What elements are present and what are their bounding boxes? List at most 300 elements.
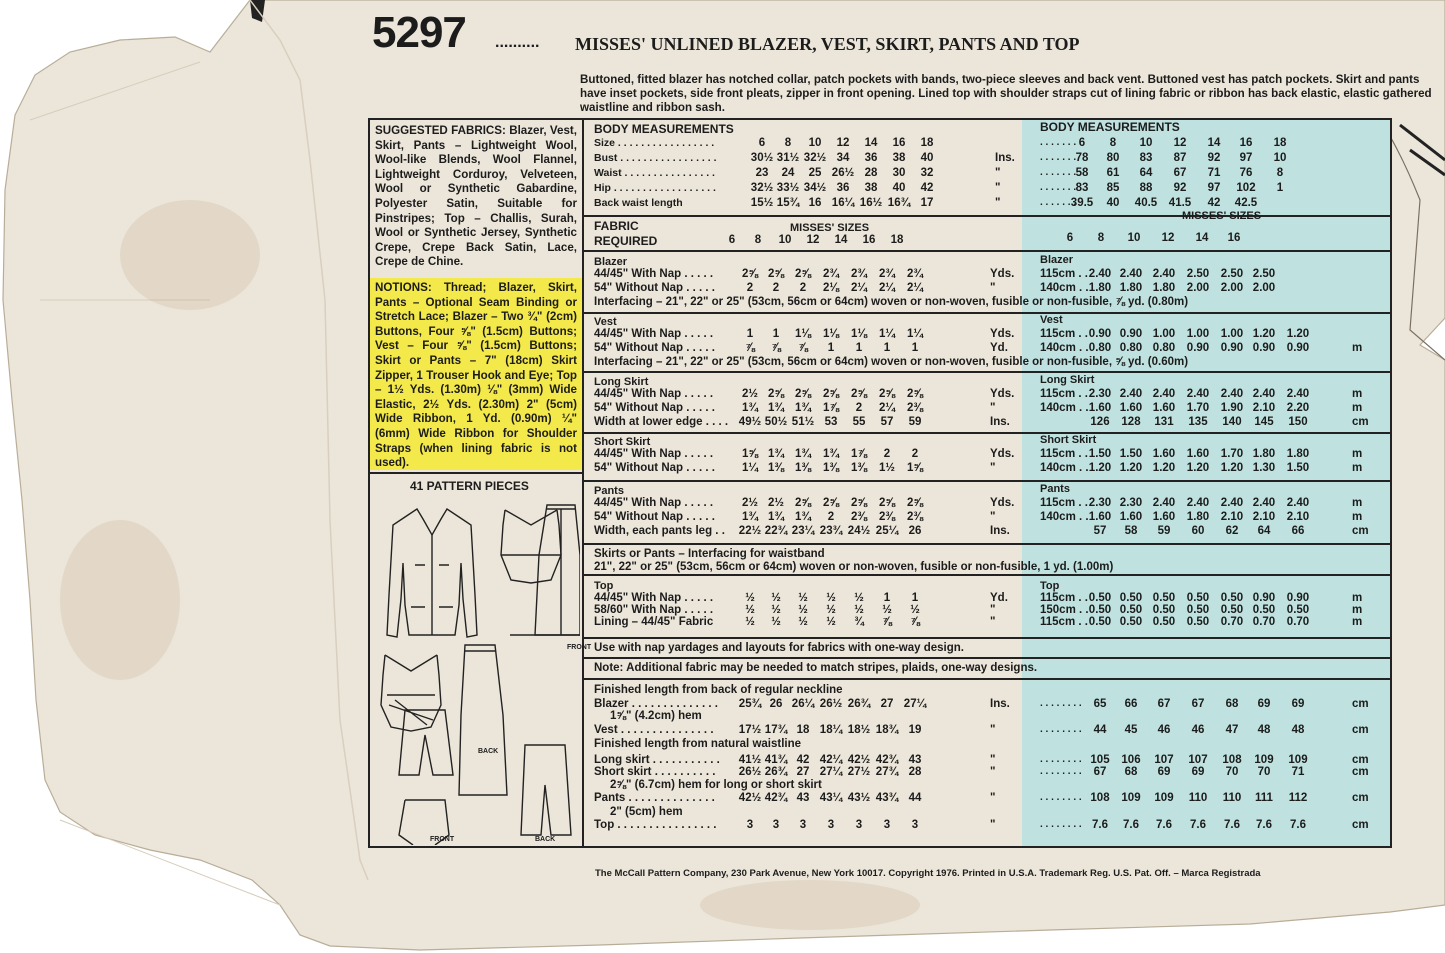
- finished-length-value: 42¾: [875, 754, 899, 766]
- metric-fabric-value: 0.70: [1286, 616, 1310, 628]
- metric-fabric-value: 0.50: [1088, 616, 1112, 628]
- fabric-value: 2½: [742, 388, 758, 400]
- section-name: Pants: [594, 485, 624, 497]
- fabric-value: 2⅝: [795, 388, 811, 400]
- fabric-value: ½: [826, 592, 836, 604]
- metric-fabric-value: 62: [1225, 525, 1239, 537]
- fabric-value: 1¾: [768, 511, 784, 523]
- sketch-label-front: FRONT: [430, 836, 455, 843]
- metric-fabric-value: 2.30: [1088, 497, 1112, 509]
- fabric-value: ½: [798, 616, 808, 628]
- fabric-value: 23¼: [791, 525, 815, 537]
- metric-row-label: 140cm . .: [1040, 282, 1089, 294]
- metric-fabric-value: 1.80: [1286, 448, 1310, 460]
- body-measurement-label: Hip . . . . . . . . . . . . . . . . . .: [594, 182, 716, 194]
- metric-body-value: 61: [1106, 167, 1120, 179]
- fabric-row-label: Width, each pants leg . .: [594, 525, 725, 537]
- metric-fabric-value: 1.20: [1252, 328, 1276, 340]
- waistband-interfacing-note: 21", 22" or 25" (53cm, 56cm or 64cm) woven or non-woven, fusible or non-fusible, 1 yd. (1.00m): [594, 561, 1114, 573]
- finished-length-value: 44: [908, 792, 922, 804]
- metric-finished-length-value: 7.6: [1123, 819, 1139, 831]
- fabric-value: 1¾: [795, 511, 811, 523]
- fabric-value: 2: [911, 448, 919, 460]
- metric-finished-length-value: 67: [1093, 766, 1107, 778]
- finished-length-value: 43¼: [819, 792, 843, 804]
- body-measurement-value: 23: [755, 167, 769, 179]
- metric-fabric-value: 0.90: [1220, 342, 1244, 354]
- metric-fabric-value: 64: [1257, 525, 1271, 537]
- metric-section-name: Short Skirt: [1040, 434, 1097, 446]
- metric-row-leader: . . . . . . . .: [1040, 698, 1082, 709]
- notions-text: NOTIONS: Thread; Blazer, Skirt, Pants – Optional Seam Binding or Stretch Lace; Blazer – Two ¾" (2cm) Buttons, Four ⅝" (1.5cm) Buttons; Vest – Four ⅝" (1.5cm) Buttons; Skirt or Pants – 7" (18cm) Skirt Zipper, 1 Trouser Hook and Eye; Top – 1½ Yds. (1.30m) ⅛" (3mm) Wide Elastic, 2½ Yds. (2.30m) 2" (5cm) Wide Ribbon, 1 Yd. (0.90m) ¼" (6mm) Wide Ribbon for Shoulder Straps (when lining fabric is not used).: [375, 281, 577, 470]
- fabric-value: ¾: [854, 616, 864, 628]
- body-measurement-label: Waist . . . . . . . . . . . . . . . .: [594, 167, 715, 179]
- finished-length-value: 3: [883, 819, 891, 831]
- fabric-value: ⅞: [910, 616, 920, 628]
- metric-finished-length-value: 44: [1093, 724, 1107, 736]
- fabric-value: 2⅜: [879, 511, 895, 523]
- metric-fabric-value: 135: [1188, 416, 1208, 428]
- body-measurement-value: 28: [864, 167, 878, 179]
- divider: [582, 678, 1392, 680]
- metric-unit-label: cm: [1352, 819, 1369, 831]
- metric-body-value: 87: [1173, 152, 1187, 164]
- fabric-value: ½: [745, 616, 755, 628]
- metric-body-value: 88: [1139, 182, 1153, 194]
- fabric-value: 2⅝: [851, 388, 867, 400]
- metric-unit-label: m: [1352, 604, 1363, 616]
- metric-fabric-value: 1.00: [1220, 328, 1244, 340]
- unit-label: ": [995, 182, 1001, 194]
- finished-length-value: 41½: [738, 754, 762, 766]
- metric-section-name: Pants: [1040, 483, 1070, 495]
- metric-finished-length-value: 67: [1191, 698, 1205, 710]
- fabric-value: 1: [772, 328, 780, 340]
- metric-unit-label: m: [1352, 388, 1363, 400]
- metric-finished-length-value: 46: [1157, 724, 1171, 736]
- metric-body-value: 102: [1236, 182, 1256, 194]
- metric-fabric-value: 2.40: [1119, 268, 1143, 280]
- size-header: 16: [862, 234, 876, 246]
- hem-note: 2⅝" (6.7cm) hem for long or short skirt: [610, 779, 822, 791]
- metric-fabric-value: 0.70: [1220, 616, 1244, 628]
- metric-fabric-value: 1.60: [1119, 511, 1143, 523]
- divider: [582, 574, 1392, 576]
- fabric-value: 2: [772, 282, 780, 294]
- unit-label: ": [995, 167, 1001, 179]
- sketch-label-back: BACK: [478, 748, 499, 755]
- finished-length-value: 27¾: [875, 766, 899, 778]
- metric-fabric-value: 66: [1291, 525, 1305, 537]
- metric-fabric-value: 1.80: [1252, 448, 1276, 460]
- metric-row-leader: . . . . . . . .: [1040, 819, 1082, 830]
- finished-length-value: 42¼: [819, 754, 843, 766]
- finished-length-value: 27: [796, 766, 810, 778]
- unit-label: Ins.: [990, 416, 1010, 428]
- metric-fabric-value: 0.90: [1119, 328, 1143, 340]
- column-divider: [582, 118, 584, 848]
- fabric-row-label: 44/45" With Nap . . . . .: [594, 592, 714, 604]
- finished-length-value: 42: [796, 754, 810, 766]
- metric-row-label: 140cm . .: [1040, 511, 1089, 523]
- fabric-value: 2½: [742, 497, 758, 509]
- fabric-value: 1: [911, 342, 919, 354]
- body-measurement-value: 31½: [776, 152, 800, 164]
- body-measurement-value: 16: [808, 197, 822, 209]
- metric-fabric-value: 0.50: [1220, 604, 1244, 616]
- metric-body-value: 64: [1139, 167, 1153, 179]
- metric-body-value: 97: [1207, 182, 1221, 194]
- body-measurement-value: 16½: [859, 197, 883, 209]
- paper-stain: [700, 880, 920, 930]
- finished-length-value: 43¾: [875, 792, 899, 804]
- fabric-value: 2⅛: [823, 282, 839, 294]
- hem-note: 1⅝" (4.2cm) hem: [610, 710, 702, 722]
- fabric-value: 22½: [738, 525, 762, 537]
- finished-length-value: 26¾: [764, 766, 788, 778]
- metric-row-label: 115cm . .: [1040, 616, 1088, 628]
- fabric-row-label: 54" Without Nap . . . . .: [594, 342, 715, 354]
- fabric-value: ½: [771, 604, 781, 616]
- fabric-row-label: 54" Without Nap . . . . .: [594, 402, 715, 414]
- metric-row-leader: . . . . . . . .: [1040, 792, 1082, 803]
- metric-fabric-value: 126: [1090, 416, 1110, 428]
- fabric-value: 1⅝: [907, 462, 923, 474]
- fabric-row-label: 58/60" With Nap . . . . .: [594, 604, 714, 616]
- body-measurement-value: 17: [920, 197, 934, 209]
- metric-fabric-value: 0.90: [1252, 342, 1276, 354]
- metric-fabric-value: 2.40: [1186, 497, 1210, 509]
- fabric-value: 1¾: [768, 402, 784, 414]
- metric-unit-label: m: [1352, 342, 1363, 354]
- body-measurement-value: 36: [864, 152, 878, 164]
- finished-length-value: 26¼: [791, 698, 815, 710]
- divider: [582, 637, 1392, 639]
- metric-fabric-value: 1.20: [1088, 462, 1112, 474]
- metric-row-label: 115cm . .: [1040, 268, 1088, 280]
- additional-fabric-note: Note: Additional fabric may be needed to match stripes, plaids, one-way designs.: [594, 662, 1038, 674]
- fabric-value: 2⅝: [823, 388, 839, 400]
- metric-unit-label: m: [1352, 497, 1363, 509]
- finished-length-value: 26½: [738, 766, 762, 778]
- body-measurement-value: 8: [784, 137, 792, 149]
- finished-length-label: Pants . . . . . . . . . . . . . .: [594, 792, 715, 804]
- unit-label: ": [990, 282, 996, 294]
- metric-fabric-value: 1.00: [1152, 328, 1176, 340]
- section-name: Long Skirt: [594, 376, 649, 388]
- metric-row-label: 140cm . .: [1040, 342, 1089, 354]
- body-measurement-value: 12: [836, 137, 850, 149]
- metric-fabric-value: 1.20: [1220, 462, 1244, 474]
- body-measurement-value: 14: [864, 137, 878, 149]
- body-measurement-value: 42: [920, 182, 934, 194]
- unit-label: ": [990, 511, 996, 523]
- sketch-label-back: BACK: [535, 836, 556, 843]
- fabric-value: ½: [854, 592, 864, 604]
- fabric-value: 1¾: [768, 448, 784, 460]
- fabric-value: 57: [880, 416, 894, 428]
- metric-fabric-value: 0.50: [1220, 592, 1244, 604]
- metric-body-value: 39.5: [1070, 197, 1094, 209]
- metric-fabric-value: 1.20: [1286, 328, 1310, 340]
- metric-finished-length-value: 110: [1188, 792, 1208, 804]
- metric-fabric-value: 2.40: [1119, 388, 1143, 400]
- metric-body-value: 1: [1276, 182, 1284, 194]
- fabric-row-label: Width at lower edge . . . .: [594, 416, 729, 428]
- finished-length-value: 43: [796, 792, 810, 804]
- metric-fabric-value: 0.50: [1119, 616, 1143, 628]
- metric-finished-length-value: 47: [1225, 724, 1239, 736]
- metric-finished-length-value: 7.6: [1092, 819, 1108, 831]
- fabric-value: 2¼: [851, 282, 867, 294]
- fabric-value: 1⅛: [851, 328, 867, 340]
- body-measurement-value: 34½: [803, 182, 827, 194]
- metric-fabric-value: 1.60: [1186, 448, 1210, 460]
- fabric-value: ½: [745, 604, 755, 616]
- metric-fabric-value: 0.80: [1119, 342, 1143, 354]
- divider: [368, 472, 582, 474]
- metric-fabric-value: 2.40: [1252, 497, 1276, 509]
- body-measurement-value: 38: [892, 152, 906, 164]
- fabric-value: 2½: [768, 497, 784, 509]
- size-header: 14: [834, 234, 848, 246]
- metric-fabric-value: 0.50: [1119, 604, 1143, 616]
- fabric-row-label: 44/45" With Nap . . . . .: [594, 497, 714, 509]
- fabric-value: 1⅛: [823, 328, 839, 340]
- body-measurement-value: 32½: [750, 182, 774, 194]
- interfacing-note: Interfacing – 21", 22" or 25" (53cm, 56cm or 64cm) woven or non-woven, fusible or non-fusible, ⅝ yd. (0.60m): [594, 356, 1189, 368]
- fabric-value: 1¾: [795, 402, 811, 414]
- finished-length-value: 18: [796, 724, 810, 736]
- metric-body-value: 92: [1173, 182, 1187, 194]
- body-measurement-value: 16: [892, 137, 906, 149]
- finished-length-value: 43: [908, 754, 922, 766]
- metric-fabric-value: 1.80: [1119, 282, 1143, 294]
- body-measurement-value: 38: [864, 182, 878, 194]
- body-measurement-value: 25: [808, 167, 822, 179]
- fabric-value: 1⅜: [795, 462, 811, 474]
- metric-finished-length-value: 7.6: [1290, 819, 1306, 831]
- finished-length-label: Short skirt . . . . . . . . . .: [594, 766, 716, 778]
- metric-fabric-value: 0.50: [1088, 592, 1112, 604]
- fabric-value: 1⅜: [851, 462, 867, 474]
- unit-label: Yds.: [990, 388, 1015, 400]
- unit-label: Yd.: [990, 342, 1008, 354]
- fabric-value: 2¾: [823, 268, 839, 280]
- metric-fabric-value: 145: [1254, 416, 1274, 428]
- fabric-value: 50½: [764, 416, 788, 428]
- fabric-value: 1⅜: [823, 462, 839, 474]
- metric-fabric-value: 1.60: [1119, 402, 1143, 414]
- fabric-value: 55: [852, 416, 866, 428]
- fabric-value: 2⅝: [879, 497, 895, 509]
- metric-fabric-value: 59: [1157, 525, 1171, 537]
- fabric-value: ½: [854, 604, 864, 616]
- fabric-row-label: Lining – 44/45" Fabric: [594, 616, 714, 628]
- metric-section-name: Vest: [1040, 314, 1063, 326]
- unit-label: ": [995, 197, 1001, 209]
- fabric-value: 1⅝: [742, 448, 758, 460]
- unit-label: Ins.: [990, 698, 1010, 710]
- body-measurement-value: 36: [836, 182, 850, 194]
- metric-section-name: Long Skirt: [1040, 374, 1095, 386]
- metric-body-value: 10: [1273, 152, 1287, 164]
- metric-finished-length-value: 111: [1255, 792, 1273, 804]
- fabric-value: 2¾: [851, 268, 867, 280]
- unit-label: ": [990, 724, 996, 736]
- metric-fabric-value: 140: [1222, 416, 1242, 428]
- fabric-value: 1¼: [742, 462, 758, 474]
- fabric-value: 53: [824, 416, 838, 428]
- unit-label: Yds.: [990, 448, 1015, 460]
- metric-row-leader: . . . . . . .: [1040, 197, 1077, 208]
- metric-finished-length-value: 7.6: [1224, 819, 1240, 831]
- fabric-value: 23¾: [819, 525, 843, 537]
- divider: [582, 312, 1392, 314]
- waistband-interfacing-note: Skirts or Pants – Interfacing for waistband: [594, 548, 825, 560]
- fabric-value: 2⅝: [795, 497, 811, 509]
- fabric-value: 1½: [879, 462, 895, 474]
- pants-sketch: [399, 710, 453, 775]
- metric-fabric-value: 0.50: [1186, 592, 1210, 604]
- metric-body-value: 14: [1207, 137, 1221, 149]
- fabric-value: 2¼: [879, 282, 895, 294]
- finished-length-value: 18¼: [819, 724, 843, 736]
- unit-label: Ins.: [990, 525, 1010, 537]
- misses-sizes-label-metric: MISSES' SIZES: [1182, 210, 1262, 222]
- fabric-value: 1⅜: [768, 462, 784, 474]
- metric-finished-length-value: 106: [1121, 754, 1141, 766]
- fabric-value: 49½: [738, 416, 762, 428]
- divider: [582, 250, 1392, 252]
- metric-finished-length-value: 69: [1257, 698, 1271, 710]
- divider: [582, 371, 1392, 373]
- metric-body-value: 6: [1078, 137, 1086, 149]
- one-way-note: Use with nap yardages and layouts for fabrics with one-way design.: [594, 642, 964, 654]
- metric-unit-label: cm: [1352, 724, 1369, 736]
- metric-row-leader: . . . . . . .: [1040, 137, 1077, 148]
- fabric-value: 1¾: [742, 402, 758, 414]
- metric-size-header: 8: [1097, 232, 1105, 244]
- metric-fabric-value: 1.60: [1152, 511, 1176, 523]
- sketch-label-front: FRONT: [567, 644, 592, 651]
- metric-fabric-value: 128: [1121, 416, 1141, 428]
- metric-unit-label: m: [1352, 462, 1363, 474]
- header-dots: ..........: [495, 34, 540, 51]
- metric-unit-label: m: [1352, 511, 1363, 523]
- body-measurement-value: 6: [758, 137, 766, 149]
- long-skirt-sketch: [535, 505, 580, 635]
- metric-fabric-value: 0.90: [1186, 342, 1210, 354]
- metric-size-header: 16: [1227, 232, 1241, 244]
- metric-body-value: 67: [1173, 167, 1187, 179]
- metric-fabric-value: 1.20: [1119, 462, 1143, 474]
- metric-body-value: 8: [1276, 167, 1284, 179]
- body-measurement-value: 30½: [750, 152, 774, 164]
- pattern-title: MISSES' UNLINED BLAZER, VEST, SKIRT, PANTS AND TOP: [575, 34, 1080, 54]
- metric-finished-length-value: 68: [1225, 698, 1239, 710]
- fabric-value: 2: [855, 402, 863, 414]
- metric-fabric-value: 1.60: [1152, 402, 1176, 414]
- body-measurement-value: 10: [808, 137, 822, 149]
- metric-finished-length-value: 65: [1093, 698, 1107, 710]
- metric-fabric-value: 2.40: [1152, 388, 1176, 400]
- divider: [582, 543, 1392, 545]
- metric-finished-length-value: 109: [1154, 792, 1174, 804]
- fabric-value: ½: [910, 604, 920, 616]
- metric-row-leader: . . . . . . . .: [1040, 724, 1082, 735]
- finished-length-label: Vest . . . . . . . . . . . . . . .: [594, 724, 714, 736]
- metric-finished-length-value: 69: [1157, 766, 1171, 778]
- metric-finished-length-value: 108: [1090, 792, 1110, 804]
- unit-label: ": [990, 754, 996, 766]
- section-name: Vest: [594, 316, 617, 328]
- garment-sketches: [375, 495, 580, 845]
- metric-fabric-value: 2.40: [1286, 388, 1310, 400]
- finished-length-value: 26¾: [847, 698, 871, 710]
- pattern-pieces-title: 41 PATTERN PIECES: [410, 479, 529, 493]
- finished-length-value: 42½: [738, 792, 762, 804]
- fabric-value: 1: [883, 342, 891, 354]
- metric-finished-length-value: 70: [1225, 766, 1239, 778]
- metric-fabric-value: 2.40: [1186, 388, 1210, 400]
- unit-label: Ins.: [995, 152, 1015, 164]
- metric-fabric-value: 60: [1191, 525, 1205, 537]
- finished-length-value: 42½: [847, 754, 871, 766]
- metric-finished-length-value: 105: [1090, 754, 1110, 766]
- metric-fabric-value: 2.40: [1220, 388, 1244, 400]
- fabric-value: 1⅛: [795, 328, 811, 340]
- metric-fabric-value: 57: [1093, 525, 1107, 537]
- metric-body-value: 78: [1075, 152, 1089, 164]
- finished-length-value: 26: [769, 698, 783, 710]
- size-header: 12: [806, 234, 820, 246]
- unit-label: ": [990, 616, 996, 628]
- size-header: 18: [890, 234, 904, 246]
- metric-finished-length-value: 69: [1191, 766, 1205, 778]
- fabric-row-label: 54" Without Nap . . . . .: [594, 282, 715, 294]
- metric-finished-length-value: 69: [1291, 698, 1305, 710]
- finished-length-value: 27¼: [819, 766, 843, 778]
- fabric-value: 1: [911, 592, 919, 604]
- metric-body-value: 83: [1075, 182, 1089, 194]
- body-measurement-label: Size . . . . . . . . . . . . . . . . .: [594, 137, 715, 149]
- metric-finished-length-value: 112: [1288, 792, 1308, 804]
- fabric-value: 1⅞: [851, 448, 867, 460]
- fabric-value: 2⅝: [742, 268, 758, 280]
- metric-fabric-value: 2.40: [1286, 497, 1310, 509]
- pattern-number: 5297: [372, 8, 466, 57]
- metric-section-name: Blazer: [1040, 254, 1074, 266]
- body-measurement-value: 16¾: [887, 197, 911, 209]
- finished-length-value: 3: [855, 819, 863, 831]
- metric-fabric-value: 1.90: [1220, 402, 1244, 414]
- metric-fabric-value: 2.50: [1186, 268, 1210, 280]
- metric-row-label: 150cm . .: [1040, 604, 1089, 616]
- top-back-sketch: [381, 655, 441, 731]
- body-measurement-value: 15½: [750, 197, 774, 209]
- pants-back-sketch: [521, 745, 571, 835]
- fabric-value: 2⅝: [907, 497, 923, 509]
- metric-fabric-value: 0.50: [1286, 604, 1310, 616]
- fabric-value: 1¾: [795, 448, 811, 460]
- metric-fabric-value: 0.50: [1088, 604, 1112, 616]
- metric-fabric-value: 0.90: [1286, 342, 1310, 354]
- metric-finished-length-value: 107: [1188, 754, 1208, 766]
- blazer-sketch: [387, 509, 477, 637]
- metric-finished-length-value: 70: [1257, 766, 1271, 778]
- metric-body-value: 40.5: [1134, 197, 1158, 209]
